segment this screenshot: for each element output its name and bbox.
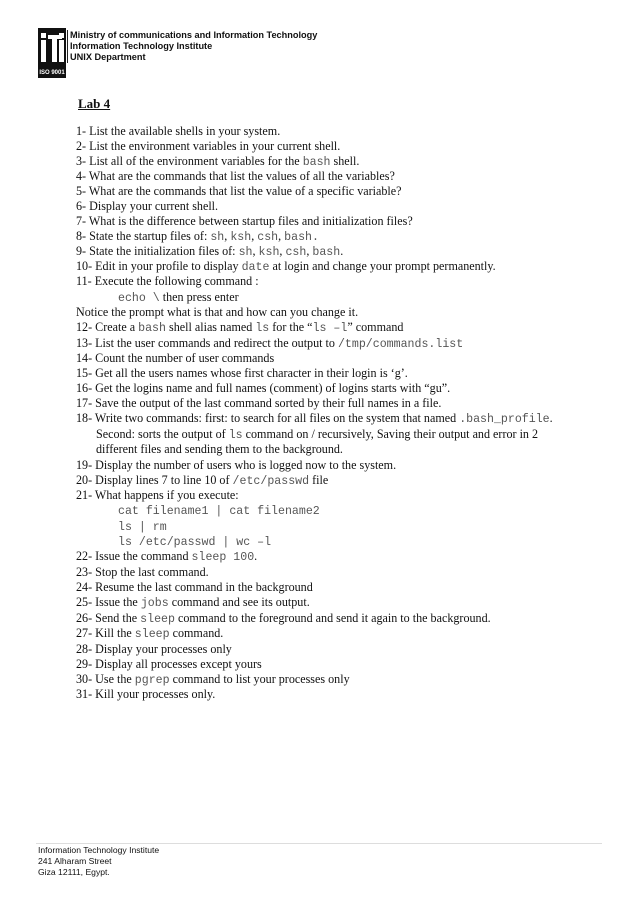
list-item: 2- List the environment variables in your current shell. [76,139,341,153]
list-item: 24- Resume the last command in the background [76,580,313,594]
list-item: 4- What are the commands that list the values of all the variables? [76,169,395,183]
department-name: UNIX Department [70,52,146,62]
list-item: 16- Get the logins name and full names (comment) of logins starts with “gu”. [76,381,451,395]
footer-city: Giza 12111, Egypt. [38,867,110,877]
list-item: 15- Get all the users names whose first character in their login is ‘g’. [76,366,408,380]
list-item: 25- Issue the jobs command and see its output. [76,595,310,610]
ministry-name: Ministry of communications and Information Technology [70,30,318,40]
list-item: 19- Display the number of users who is logged now to the system. [76,458,397,472]
footer-street: 241 Alharam Street [38,856,112,866]
list-item: 31- Kill your processes only. [76,687,216,701]
command-line: ls /etc/passwd | wc –l [118,536,272,549]
list-item-continuation: Second: sorts the output of ls command on / recursively, Saving their output and error in 2 [96,427,539,442]
list-item: 13- List the user commands and redirect the output to /tmp/commands.list [76,336,464,351]
list-item: 1- List the available shells in your system. [76,124,281,138]
list-item: 12- Create a bash shell alias named ls for the “ls –l” command [76,320,404,335]
list-item: 3- List all of the environment variables for the bash shell. [76,154,360,169]
list-item: 30- Use the pgrep command to list your processes only [76,672,350,687]
list-item: 26- Send the sleep command to the foreground and send it again to the background. [76,611,491,626]
command-line: echo \ then press enter [118,290,239,305]
footer-divider [36,843,602,844]
list-item: 14- Count the number of user commands [76,351,275,365]
list-item: 27- Kill the sleep command. [76,626,224,641]
list-item: 22- Issue the command sleep 100. [76,549,258,564]
list-item: 29- Display all processes except yours [76,657,262,671]
list-item-continuation: different files and sending them to the background. [96,442,343,456]
list-item: 8- State the startup files of: sh, ksh, csh, bash. [76,229,319,244]
list-item: 23- Stop the last command. [76,565,209,579]
list-item: 17- Save the output of the last command sorted by their full names in a file. [76,396,442,410]
lab-title: Lab 4 [78,96,111,111]
list-item: 11- Execute the following command : [76,274,259,288]
footer-institute: Information Technology Institute [38,845,160,855]
list-item: 21- What happens if you execute: [76,488,239,502]
iti-logo [38,28,66,78]
command-line: ls | rm [118,521,167,534]
note-line: Notice the prompt what is that and how can you change it. [76,305,359,319]
list-item: 5- What are the commands that list the value of a specific variable? [76,184,402,198]
list-item: 9- State the initialization files of: sh, ksh, csh, bash. [76,244,344,259]
command-line: cat filename1 | cat filename2 [118,505,320,518]
footer-address [38,845,159,878]
list-item: 20- Display lines 7 to line 10 of /etc/passwd file [76,473,329,488]
list-item: 7- What is the difference between startup files and initialization files? [76,214,413,228]
letterhead-text [67,30,317,63]
list-item: 18- Write two commands: first: to search for all files on the system that named .bash_profile. [76,411,553,426]
logo-badge: ISO 9001 [39,70,65,76]
institute-name: Information Technology Institute [70,41,213,51]
list-item: 10- Edit in your profile to display date at login and change your prompt permanently. [76,259,496,274]
list-item: 28- Display your processes only [76,642,232,656]
list-item: 6- Display your current shell. [76,199,219,213]
